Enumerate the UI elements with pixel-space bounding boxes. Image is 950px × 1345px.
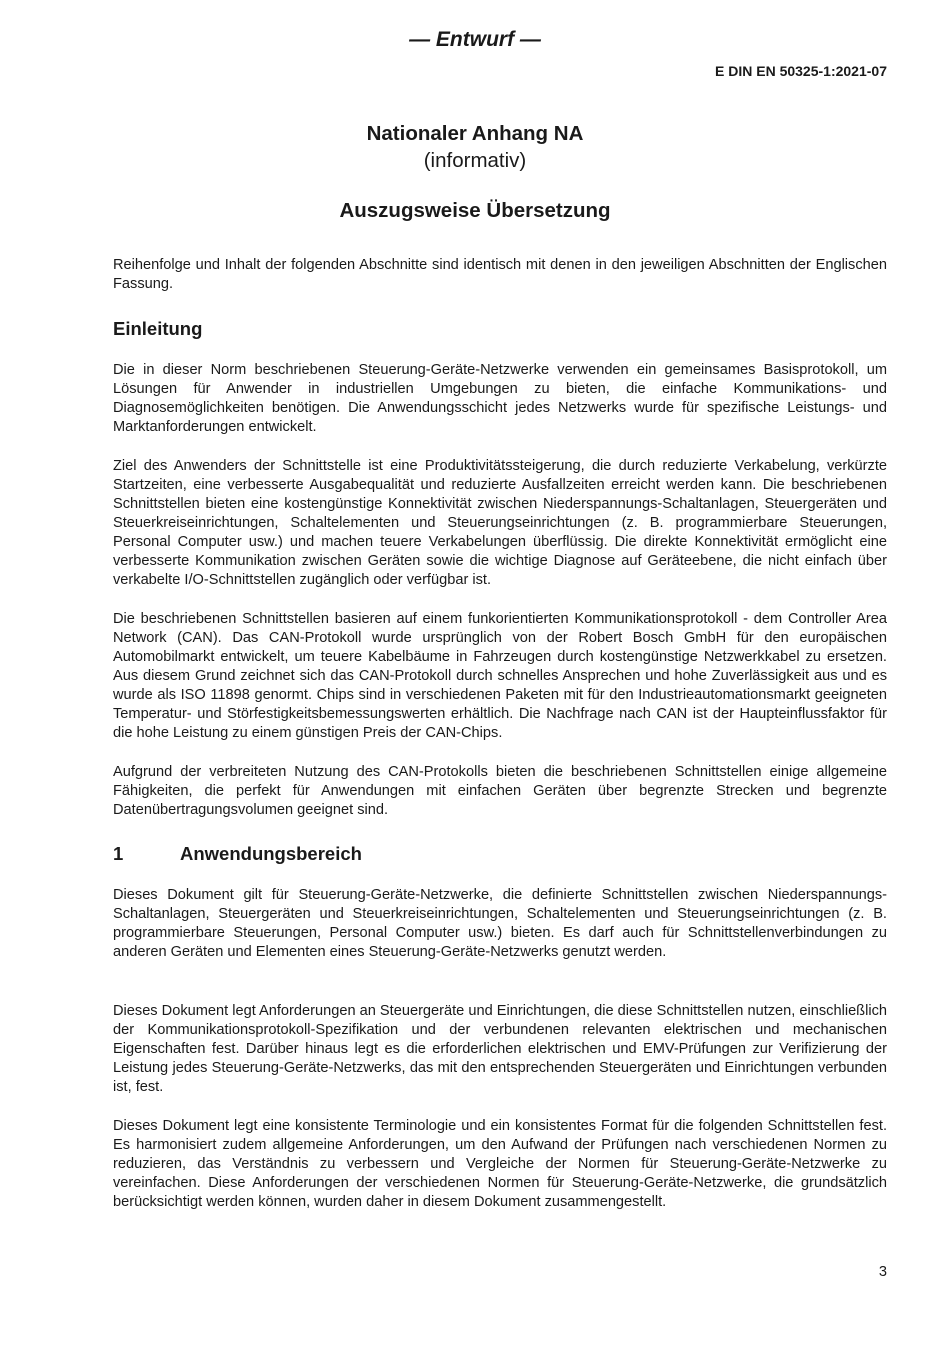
einleitung-paragraph-2: Ziel des Anwenders der Schnittstelle ist eine Produktivitätssteigerung, die durch reduzierte Verkabelung, verkürzte Startzeiten, eine verbesserte Ausgabequalität und reduzierte Ausfallzeiten erreicht werden kann. Die beschriebenen Schnittstellen bieten eine kostengünstige Konnektivität zwischen Niederspannungs-Schaltanlagen, Steuergeräten und Steuerkreiseinrichtungen, Schaltelementen und Steuerungseinrichtungen (z. B. programmierbare Steuerungen, Personal Computer usw.) und machen teuere Verkabelungen überflüssig. Die direkte Konnektivität ermöglicht eine verbesserte Kommunikation zwischen Geräten sowie die wichtige Diagnose auf Geräteebene, die nicht einfach über verkabelte I/O-Schnittstellen zugänglich oder verfügbar ist. bbox=[113, 458, 887, 588]
section-1-heading bbox=[113, 843, 887, 865]
einleitung-p1-block bbox=[113, 361, 887, 437]
section-1-paragraph-2: Dieses Dokument legt Anforderungen an Steuergeräte und Einrichtungen, die diese Schnittstellen nutzen, einschließlich der Kommunikationsprotokoll-Spezifikation und der verbundenen relevanten elektrischen und mechanischen Eigenschaften fest. Darüber hinaus legt es die erforderlichen elektrischen und EMV-Prüfungen zur Verifizierung der Leistung jedes Steuerung-Geräte-Netzwerks, das mit den entsprechenden Steuergeräten und Einrichtungen verbunden ist, fest. bbox=[113, 1003, 887, 1095]
einleitung-heading: Einleitung bbox=[113, 318, 203, 339]
section1-heading-block bbox=[113, 843, 887, 865]
intro-note: Reihenfolge und Inhalt der folgenden Abschnitte sind identisch mit denen in den jeweiligen Abschnitten der Englischen Fassung. bbox=[113, 257, 887, 292]
einleitung-paragraph-3: Die beschriebenen Schnittstellen basieren auf einem funkorientierten Kommunikationsprotokoll - dem Controller Area Network (CAN). Das CAN-Protokoll wurde ursprünglich von der Robert Bosch GmbH für den europäischen Automobilmarkt entwickelt, um teuere Kabelbäume in Fahrzeugen durch kostengünstige Netzwerkkabel zu ersetzen. Aus diesem Grund zeichnet sich das CAN-Protokoll durch schnelles Ansprechen und hohe Zuverlässigkeit aus und es wurde als ISO 11898 genormt. Chips sind in verschiedenen Paketen mit für den Industrieautomationsmarkt geeigneten Temperatur- und Störfestigkeitsbemessungswerten erhältlich. Die Nachfrage nach CAN ist der Haupteinflussfaktor für die hohe Leistung zu einem günstigen Preis der CAN-Chips. bbox=[113, 611, 887, 741]
section-title: Anwendungsbereich bbox=[180, 843, 362, 864]
section-1-paragraph-1: Dieses Dokument gilt für Steuerung-Geräte-Netzwerke, die definierte Schnittstellen zwischen Niederspannungs-Schaltanlagen, Steuergeräten und Steuerkreiseinrichtungen, Schaltelementen und Steuerungseinrichtungen (z. B. programmierbare Steuerungen, Personal Computer usw.) bieten. Es darf auch für Schnittstellenverbindungen zu anderen Geräten und Elementen eines Steuerung-Geräte-Netzwerks genutzt werden. bbox=[113, 887, 887, 960]
annex-title: Nationaler Anhang NA bbox=[366, 122, 584, 145]
document-id: E DIN EN 50325-1:2021-07 bbox=[715, 63, 887, 79]
section1-p2-block bbox=[113, 1002, 887, 1097]
einleitung-heading-block bbox=[113, 318, 887, 340]
page-number: 3 bbox=[878, 1264, 887, 1280]
einleitung-p2-block bbox=[113, 457, 887, 590]
draft-label: — Entwurf — bbox=[409, 28, 541, 51]
section1-p3-block bbox=[113, 1117, 887, 1212]
translation-title: Auszugsweise Übersetzung bbox=[339, 199, 611, 222]
einleitung-paragraph-4: Aufgrund der verbreiteten Nutzung des CAN-Protokolls bieten die beschriebenen Schnittstellen einige allgemeine Fähigkeiten, die perfekt für Anwendungen mit einfachen Geräten über begrenzte Strecken und begrenzte Datenübertragungsvolumen geeignet sind. bbox=[113, 764, 887, 818]
section1-p1-block bbox=[113, 886, 887, 962]
einleitung-p4-block bbox=[113, 763, 887, 820]
section-1-paragraph-3: Dieses Dokument legt eine konsistente Terminologie und ein konsistentes Format für die folgenden Schnittstellen fest. Es harmonisiert zudem allgemeine Anforderungen, um den Aufwand der Prüfungen nach verschiedenen Normen zu reduzieren, das Verständnis zu verbessern und Vergleiche der Normen für Steuerung-Geräte-Netzwerke zu vereinfachen. Diese Anforderungen der verschiedenen Normen für Steuerung-Geräte-Netzwerke, die grundsätzlich berücksichtigt werden können, wurden daher in diesem Dokument zusammengestellt. bbox=[113, 1118, 887, 1210]
einleitung-paragraph-1: Die in dieser Norm beschriebenen Steuerung-Geräte-Netzwerke verwenden ein gemeinsames Basisprotokoll, um Lösungen für Anwender in industriellen Umgebungen zu bieten, die einfache Kommunikations- und Diagnosemöglichkeiten benötigen. Die Anwendungsschicht jedes Netzwerks wurde für spezifische Leistungs- und Marktanforderungen entwickelt. bbox=[113, 362, 887, 435]
section-number: 1 bbox=[113, 843, 124, 864]
einleitung-p3-block bbox=[113, 610, 887, 743]
annex-subtitle: (informativ) bbox=[423, 149, 527, 172]
intro-note-block bbox=[113, 256, 887, 294]
